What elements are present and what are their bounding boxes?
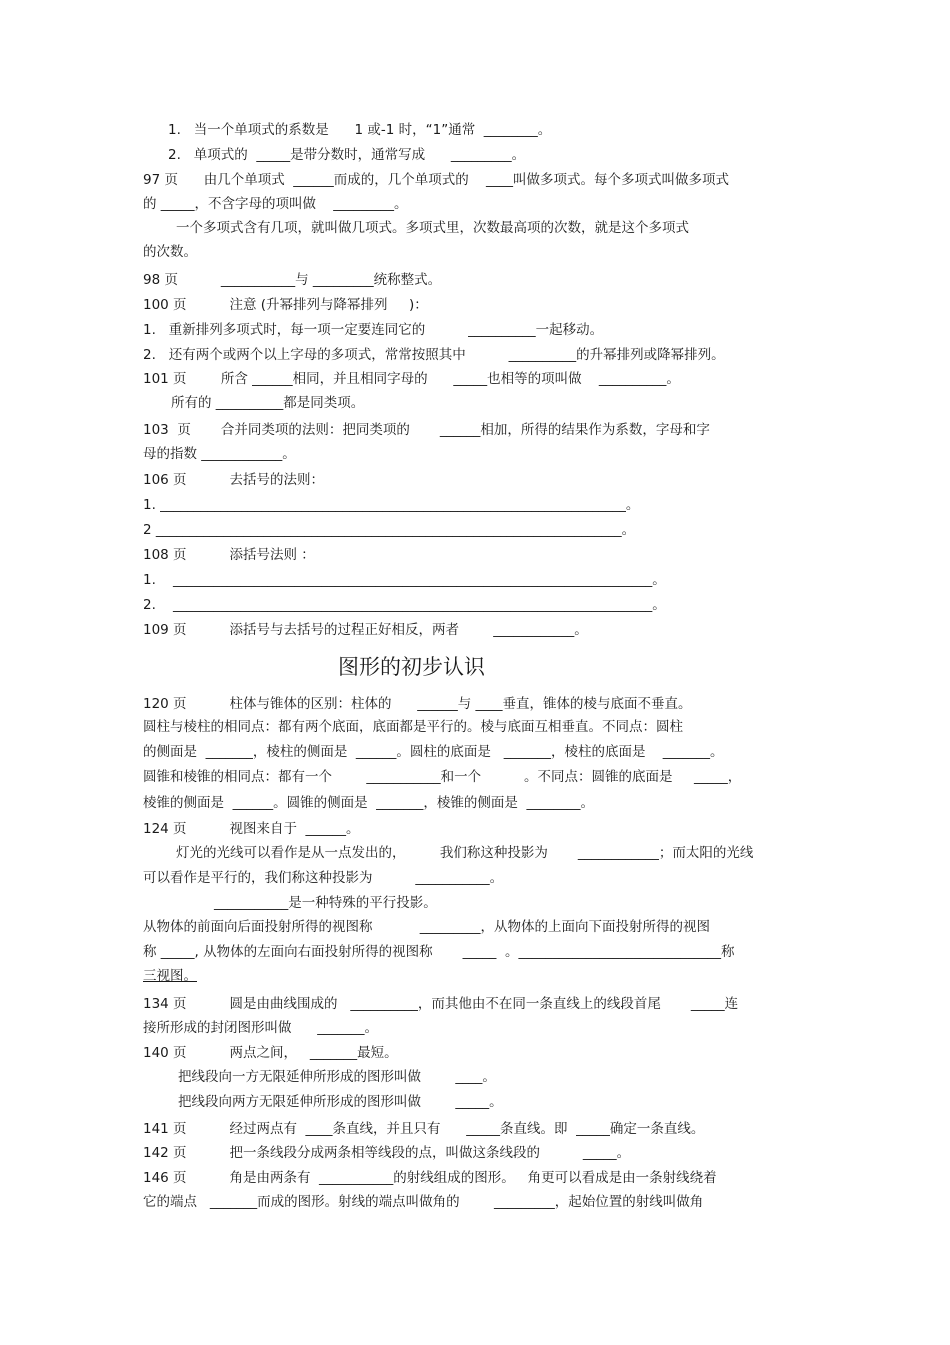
text-line: 97 页 由几个单项式 ______而成的，几个单项式的 ____叫做多项式。每个多项式叫做多项式 bbox=[143, 172, 729, 188]
text-line: 的 _____，不含字母的项叫做 _________。 bbox=[143, 196, 408, 212]
text-line: 1. _______________________________________________________________________。 bbox=[143, 572, 666, 588]
text-line: 的侧面是 _______，棱柱的侧面是 ______。圆柱的底面是 _______，棱柱的底面是 _______。 bbox=[143, 744, 724, 760]
text-line: 圆锥和棱锥的相同点：都有一个 ___________和一个 。不同点：圆锥的底面是 _____， bbox=[143, 769, 742, 785]
text-line: 142 页 把一条线段分成两条相等线段的点，叫做这条线段的 _____。 bbox=[143, 1145, 631, 1161]
text-line: 120 页 柱体与锥体的区别：柱体的 ______与 ____垂直，锥体的棱与底面不垂直。 bbox=[143, 696, 692, 712]
text-line: 100 页 注意 (升幂排列与降幂排列 )： bbox=[143, 297, 428, 313]
text-line: 1. _____________________________________________________________________。 bbox=[143, 497, 640, 513]
text-line: 把线段向两方无限延伸所形成的图形叫做 _____。 bbox=[178, 1094, 503, 1110]
text-line: 101 页 所含 ______相同，并且相同字母的 _____也相等的项叫做 __________。 bbox=[143, 371, 680, 387]
text-line: 106 页 去括号的法则： bbox=[143, 472, 324, 488]
text-line: 称 _____, 从物体的左面向右面投射所得的视图称 _____ 。______________________________称 bbox=[143, 944, 735, 960]
text-line: 一个多项式含有几项，就叫做几项式。多项式里，次数最高项的次数，就是这个多项式 bbox=[176, 220, 689, 236]
text-line: 棱锥的侧面是 ______。圆锥的侧面是 _______，棱锥的侧面是 ________。 bbox=[143, 795, 594, 811]
text-line: 所有的 __________都是同类项。 bbox=[171, 395, 365, 411]
text-line: 98 页 ___________与 _________统称整式。 bbox=[143, 272, 442, 288]
text-line: 2 _____________________________________________________________________。 bbox=[143, 522, 636, 538]
text-line: ___________是一种特殊的平行投影。 bbox=[214, 895, 437, 911]
text-line: 103 页 合并同类项的法则：把同类项的 ______相加，所得的结果作为系数，字母和字 bbox=[143, 422, 710, 438]
text-line: 109 页 添括号与去括号的过程正好相反，两者 ____________。 bbox=[143, 622, 588, 638]
text-line: 124 页 视图来自于 ______。 bbox=[143, 821, 360, 837]
text-line: 把线段向一方无限延伸所形成的图形叫做 ____。 bbox=[178, 1069, 496, 1085]
text-line: 的次数。 bbox=[143, 244, 197, 260]
text-line: 从物体的前面向后面投射所得的视图称 _________，从物体的上面向下面投射所得的视图 bbox=[143, 919, 710, 935]
section-title: 图形的初步认识 bbox=[338, 655, 485, 679]
text-line: 1. 当一个单项式的系数是 1 或-1 时，“1”通常 ________。 bbox=[168, 122, 552, 138]
text-line: 它的端点 _______而成的图形。射线的端点叫做角的 _________，起始位置的射线叫做角 bbox=[143, 1194, 704, 1210]
text-line: 134 页 圆是由曲线围成的 __________，而其他由不在同一条直线上的线段首尾 _____连 bbox=[143, 996, 739, 1012]
text-line: 母的指数 ____________。 bbox=[143, 446, 296, 462]
text-line: 108 页 添括号法则 ： bbox=[143, 547, 315, 563]
text-line: 三视图。 bbox=[143, 968, 197, 984]
text-line: 圆柱与棱柱的相同点：都有两个底面，底面都是平行的。棱与底面互相垂直。不同点：圆柱 bbox=[143, 719, 683, 735]
text-line: 2. 还有两个或两个以上字母的多项式，常常按照其中 __________的升幂排列或降幂排列。 bbox=[143, 347, 725, 363]
text-line: 2. _______________________________________________________________________。 bbox=[143, 597, 666, 613]
text-line: 141 页 经过两点有 ____条直线，并且只有 _____条直线。即 _____确定一条直线。 bbox=[143, 1121, 705, 1137]
text-line: 接所形成的封闭图形叫做 _______。 bbox=[143, 1020, 378, 1036]
text-line: 灯光的光线可以看作是从一点发出的， 我们称这种投影为 ____________；而太阳的光线 bbox=[176, 845, 754, 861]
text-line: 2. 单项式的 _____是带分数时，通常写成 _________。 bbox=[168, 147, 526, 163]
text-line: 1. 重新排列多项式时，每一项一定要连同它的 __________一起移动。 bbox=[143, 322, 604, 338]
text-line: 可以看作是平行的，我们称这种投影为 ___________。 bbox=[143, 870, 504, 886]
text-line: 146 页 角是由两条有 ___________的射线组成的图形。 角更可以看成是由一条射线绕着 bbox=[143, 1170, 717, 1186]
text-line: 140 页 两点之间， _______最短。 bbox=[143, 1045, 398, 1061]
